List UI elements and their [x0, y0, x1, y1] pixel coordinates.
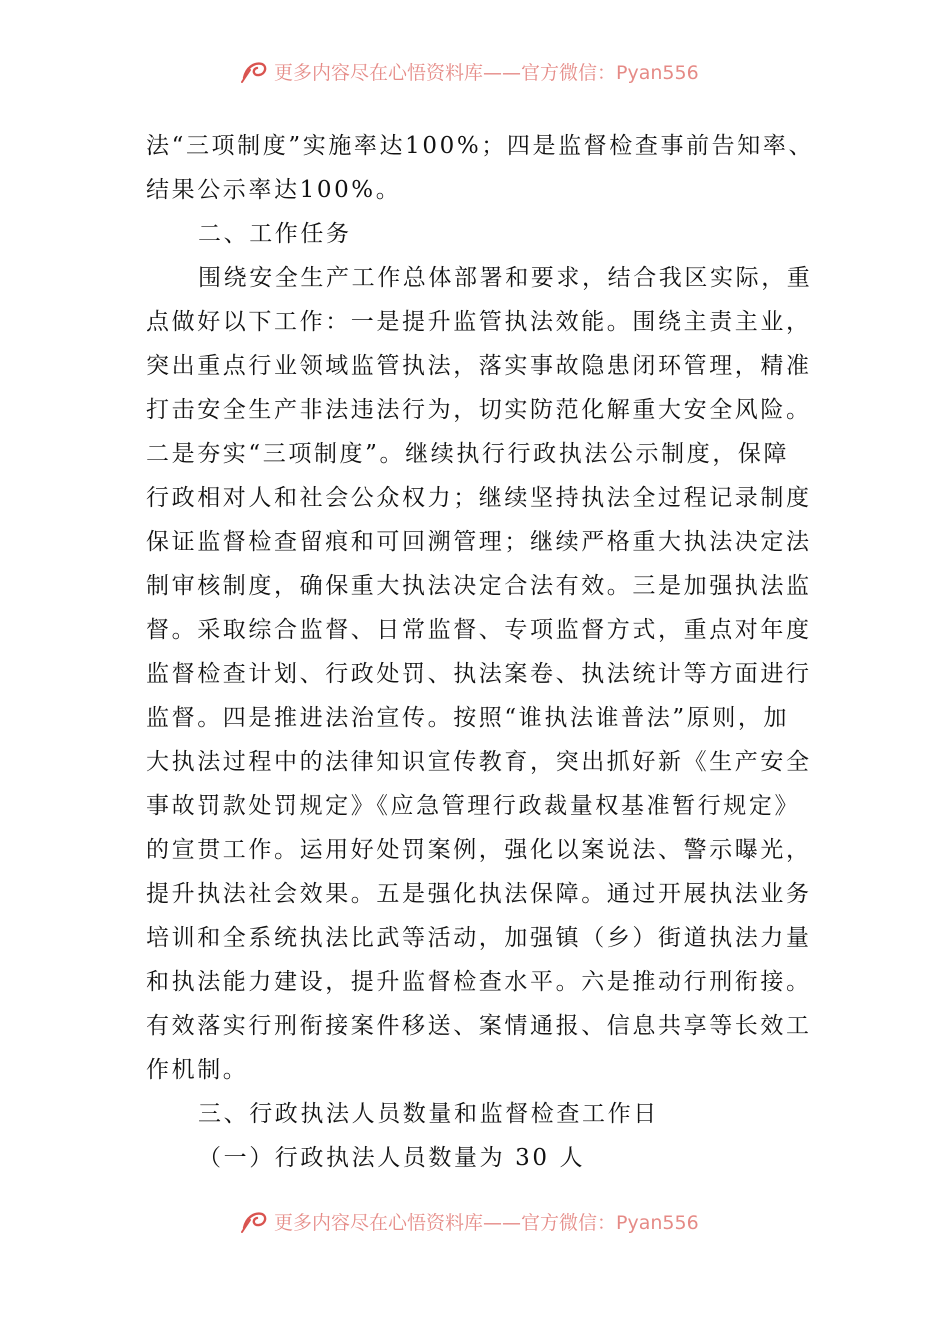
text-line: 的宣贯工作。运用好处罚案例，强化以案说法、警示曝光，: [146, 837, 812, 863]
text-line: 督。采取综合监督、日常监督、专项监督方式，重点对年度: [146, 617, 812, 643]
text-line: 三、行政执法人员数量和监督检查工作日: [198, 1101, 659, 1127]
text-line: 制审核制度，确保重大执法决定合法有效。三是加强执法监: [146, 573, 812, 599]
watermark-banner-bottom: [240, 1206, 760, 1236]
text-line: 作机制。: [146, 1057, 249, 1083]
watermark-text: 更多内容尽在心悟资料库——官方微信：Pyan556: [274, 1211, 699, 1234]
text-line: 大执法过程中的法律知识宣传教育，突出抓好新《生产安全: [146, 749, 812, 775]
text-line: 事故罚款处罚规定》《应急管理行政裁量权基准暂行规定》: [146, 793, 801, 819]
text-line: （一）行政执法人员数量为 30 人: [198, 1145, 586, 1171]
document-body: [146, 124, 816, 1180]
hand-swirl-logo-icon: [240, 1208, 270, 1234]
text-line: 培训和全系统执法比武等活动，加强镇（乡）街道执法力量: [146, 925, 812, 951]
hand-swirl-logo-icon: [240, 58, 270, 84]
text-line: 和执法能力建设，提升监督检查水平。六是推动行刑衔接。: [146, 969, 812, 995]
text-line: 二、工作任务: [198, 221, 352, 247]
text-line: 结果公示率达100%。: [146, 177, 402, 203]
text-line: 打击安全生产非法违法行为，切实防范化解重大安全风险。: [146, 397, 812, 423]
watermark-text: 更多内容尽在心悟资料库——官方微信：Pyan556: [274, 61, 699, 84]
text-line: 保证监督检查留痕和可回溯管理；继续严格重大执法决定法: [146, 529, 812, 555]
text-line: 有效落实行刑衔接案件移送、案情通报、信息共享等长效工: [146, 1013, 812, 1039]
watermark-banner-top: [240, 56, 760, 86]
text-line: 监督检查计划、行政处罚、执法案卷、执法统计等方面进行: [146, 661, 812, 687]
text-line: 法“三项制度”实施率达100%；四是监督检查事前告知率、: [146, 133, 815, 159]
text-line: 行政相对人和社会公众权力；继续坚持执法全过程记录制度: [146, 485, 812, 511]
text-line: 提升执法社会效果。五是强化执法保障。通过开展执法业务: [146, 881, 812, 907]
text-line: 点做好以下工作：一是提升监管执法效能。围绕主责主业，: [146, 309, 812, 335]
text-line: 围绕安全生产工作总体部署和要求，结合我区实际，重: [198, 265, 813, 291]
text-line: 监督。四是推进法治宣传。按照“谁执法谁普法”原则，加: [146, 705, 790, 731]
text-line: 二是夯实“三项制度”。继续执行行政执法公示制度，保障: [146, 441, 790, 467]
text-line: 突出重点行业领域监管执法，落实事故隐患闭环管理，精准: [146, 353, 812, 379]
